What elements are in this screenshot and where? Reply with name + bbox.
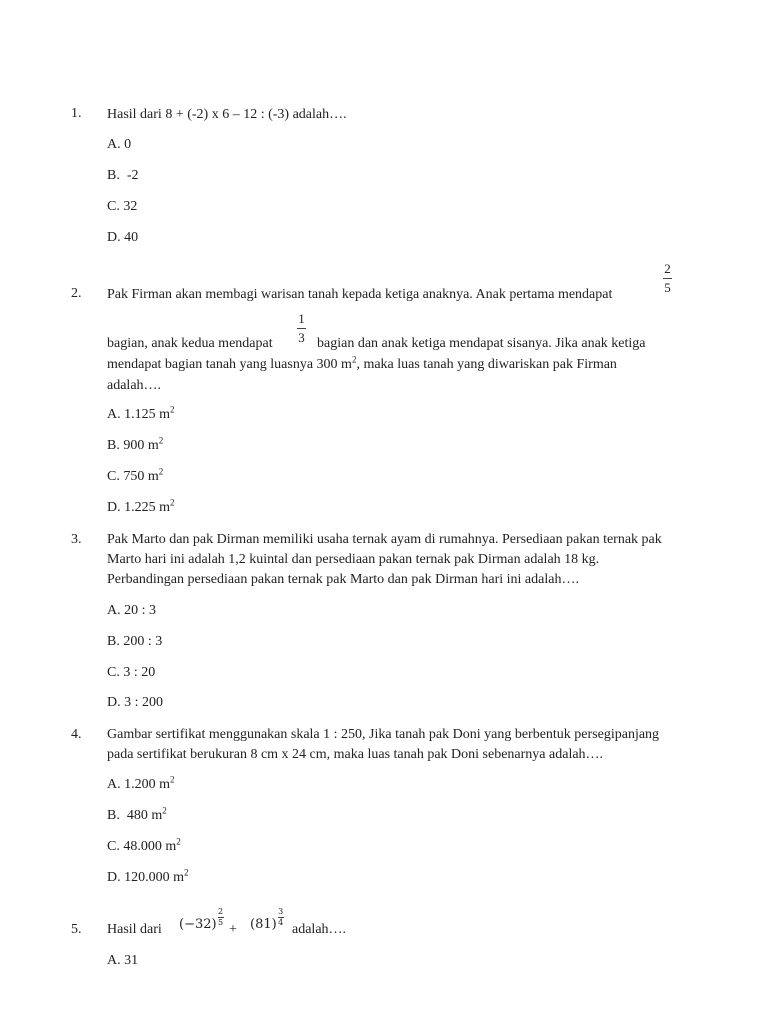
question-4-option-a: A. 1.200 $m^2$ <box>107 774 175 792</box>
question-1-text: Hasil dari 8 + (-2) x 6 – 12 : (-3) adalah…. <box>107 107 347 122</box>
question-1-option-a: A. 0 <box>107 137 132 152</box>
question-2-line-2b: bagian dan anak ketiga mendapat sisanya. Jika anak ketiga <box>317 336 646 351</box>
question-4-option-c: C. 48.000 $m^2$ <box>107 836 181 854</box>
question-2-option-c: C. 750 $m^2$ <box>107 466 164 484</box>
question-5-suffix: adalah…. <box>292 922 347 937</box>
question-3-line-2: Marto hari ini adalah 1,2 kuintal dan persediaan pakan ternak pak Dirman adalah 18 kg. <box>107 552 600 567</box>
question-5-term-1 <box>179 907 224 941</box>
question-2-number: 2. <box>71 286 82 301</box>
question-4-number: 4. <box>71 727 82 742</box>
question-2-option-d: D. 1.225 $m^2$ <box>107 497 175 515</box>
fraction-two-fifths <box>663 262 672 294</box>
question-5-number: 5. <box>71 922 82 937</box>
question-5-prefix: Hasil dari <box>107 922 162 937</box>
question-2-option-a: A. 1.125 $m^2$ <box>107 404 175 422</box>
question-4-option-d: D. 120.000 $m^2$ <box>107 867 189 885</box>
question-3-option-a: A. 20 : 3 <box>107 603 156 618</box>
fraction-denominator: 3 <box>298 330 305 345</box>
question-1-option-c: C. 32 <box>107 199 138 214</box>
question-4-line-1: Gambar sertifikat menggunakan skala 1 : 250, Jika tanah pak Doni yang berbentuk persegipanjang <box>107 727 660 742</box>
question-5-plus: + <box>229 922 237 937</box>
question-2-line-3: mendapat bagian tanah yang luasnya 300 $m^2$, maka luas tanah yang diwariskan pak Firman <box>107 354 617 372</box>
fraction-numerator: 2 <box>664 261 671 276</box>
question-4-line-2: pada sertifikat berukuran 8 cm x 24 cm, maka luas tanah pak Doni sebenarnya adalah…. <box>107 747 604 762</box>
term-2-base: (81) <box>250 917 277 932</box>
question-2-line-1: Pak Firman akan membagi warisan tanah kepada ketiga anaknya. Anak pertama mendapat <box>107 287 613 302</box>
question-1-option-d: D. 40 <box>107 230 139 245</box>
question-1-option-b: B. -2 <box>107 168 139 183</box>
question-2-line-4: adalah…. <box>107 378 162 393</box>
question-3-option-d: D. 3 : 200 <box>107 695 163 710</box>
fraction-bar <box>663 278 672 279</box>
question-5-option-a: A. 31 <box>107 953 139 968</box>
question-3-number: 3. <box>71 532 82 547</box>
question-3-line-3: Perbandingan persediaan pakan ternak pak Marto dan pak Dirman hari ini adalah…. <box>107 572 579 587</box>
fraction-numerator: 1 <box>298 311 305 326</box>
term-1-base: (−32) <box>179 917 217 932</box>
fraction-one-third <box>297 312 306 344</box>
question-3-option-c: C. 3 : 20 <box>107 665 156 680</box>
question-5-term-2 <box>250 907 284 941</box>
term-2-exponent: $\frac{3}{4}$ <box>278 907 284 927</box>
term-1-exponent: $\frac{2}{5}$ <box>218 907 224 927</box>
question-4-option-b: B. 480 $m^2$ <box>107 805 167 823</box>
question-2-option-b: B. 900 $m^2$ <box>107 435 164 453</box>
question-2-line-2a: bagian, anak kedua mendapat <box>107 336 273 351</box>
fraction-bar <box>297 328 306 329</box>
question-1-number: 1. <box>71 106 82 121</box>
question-3-line-1: Pak Marto dan pak Dirman memiliki usaha ternak ayam di rumahnya. Persediaan pakan ternak pak <box>107 532 662 547</box>
fraction-denominator: 5 <box>664 280 671 295</box>
question-3-option-b: B. 200 : 3 <box>107 634 163 649</box>
